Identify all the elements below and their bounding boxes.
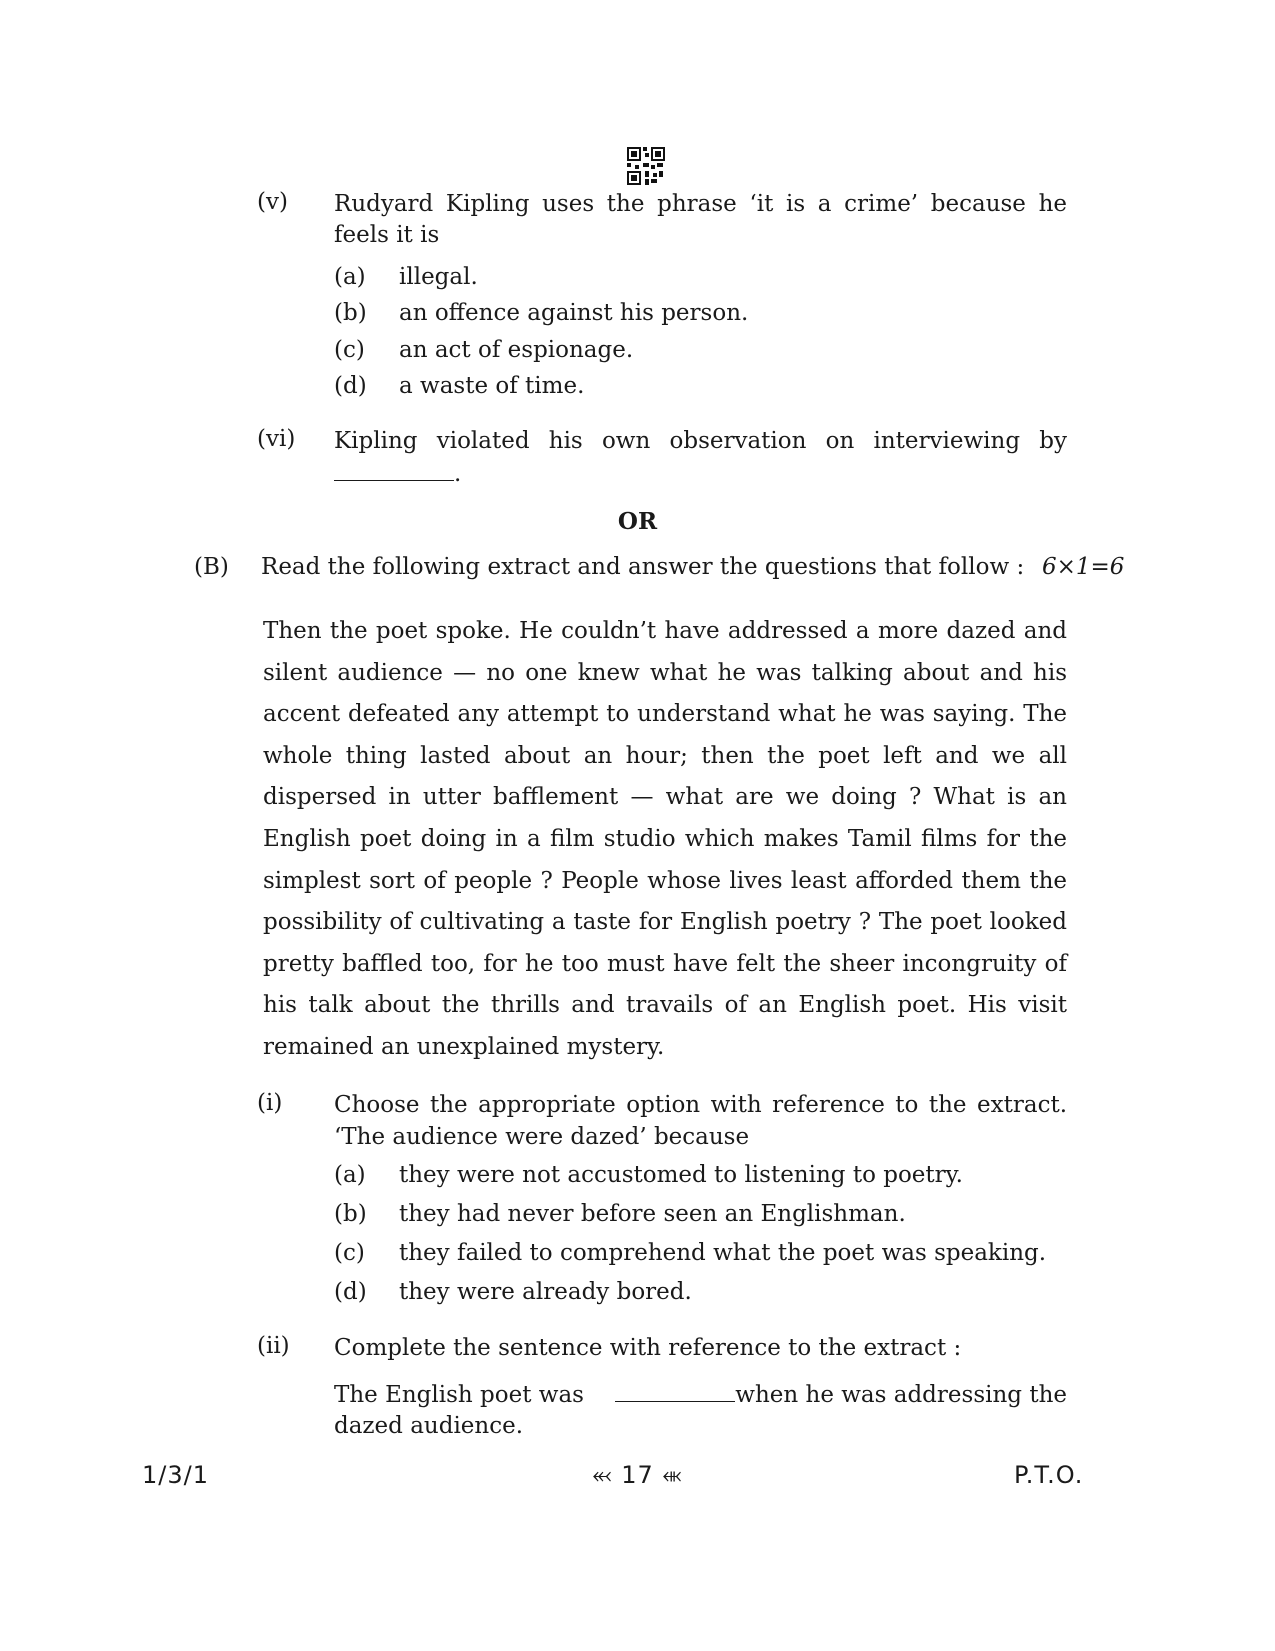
- question-text: Kipling violated his own observation on interviewing by: [334, 428, 1067, 454]
- sentence-line2: dazed audience.: [334, 1413, 524, 1439]
- extract-passage: Then the poet spoke. He couldn’t have addressed a more dazed and silent audience — no one knew what he was talking about and his accent defeated any attempt to understand what he was saying. The whole thing lasted about an hour; then the poet left and we all dispersed in utter bafflement — what are we doing ? What is an English poet doing in a film studio which makes Tamil films for the simplest sort of people ? People whose lives least afforded them the possibility of cultivating a taste for English poetry ? The poet looked pretty baffled too, for he too must have felt the sheer incongruity of his talk about the thrills and travails of an English poet. His visit remained an unexplained mystery.: [263, 618, 1067, 1060]
- ornament-right-icon: ⬺: [662, 1461, 683, 1489]
- page-number-value: 17: [621, 1461, 654, 1489]
- question-number: (i): [257, 1090, 283, 1116]
- option-text: they were not accustomed to listening to poetry.: [399, 1162, 963, 1188]
- ornament-left-icon: ⬻: [592, 1461, 613, 1489]
- or-divider: OR: [617, 508, 658, 535]
- page-number: [0, 1461, 1275, 1489]
- option-label: (a): [334, 1162, 366, 1188]
- option-label: (a): [334, 264, 366, 290]
- option-text: they were already bored.: [399, 1279, 692, 1305]
- question-number: (v): [257, 189, 288, 215]
- pto-label: P.T.O.: [1014, 1461, 1084, 1489]
- answer-blank: [615, 1379, 735, 1402]
- option-label: (d): [334, 1279, 367, 1305]
- sentence-start: The English poet was: [334, 1382, 584, 1408]
- section-instruction: Read the following extract and answer the questions that follow :: [261, 554, 1025, 580]
- sentence-end: when he was addressing the: [735, 1382, 1067, 1408]
- option-text: a waste of time.: [399, 373, 585, 399]
- marks-allocation: 6×1=6: [1042, 554, 1125, 580]
- option-text: they had never before seen an Englishman.: [399, 1201, 906, 1227]
- option-text: they failed to comprehend what the poet was speaking.: [399, 1240, 1047, 1266]
- option-label: (b): [334, 1201, 367, 1227]
- option-text: an offence against his person.: [399, 300, 749, 326]
- section-label: (B): [194, 554, 229, 580]
- fill-sentence: [334, 1379, 1067, 1411]
- answer-blank: [334, 458, 461, 487]
- question-text: Rudyard Kipling uses the phrase ‘it is a crime’ because he feels it is: [334, 191, 1067, 248]
- qr-code-icon: [627, 147, 665, 185]
- option-text: an act of espionage.: [399, 337, 634, 363]
- paper-code: 1/3/1: [142, 1461, 209, 1489]
- option-label: (d): [334, 373, 367, 399]
- option-label: (b): [334, 300, 367, 326]
- blank-end: .: [454, 461, 462, 487]
- question-text: Choose the appropriate option with reference to the extract.: [334, 1092, 1067, 1118]
- question-text: Complete the sentence with reference to the extract :: [334, 1335, 962, 1361]
- question-number: (vi): [257, 426, 296, 452]
- option-text: illegal.: [399, 264, 478, 290]
- option-label: (c): [334, 337, 365, 363]
- question-text-line2: ‘The audience were dazed’ because: [334, 1124, 750, 1150]
- option-label: (c): [334, 1240, 365, 1266]
- question-number: (ii): [257, 1333, 290, 1359]
